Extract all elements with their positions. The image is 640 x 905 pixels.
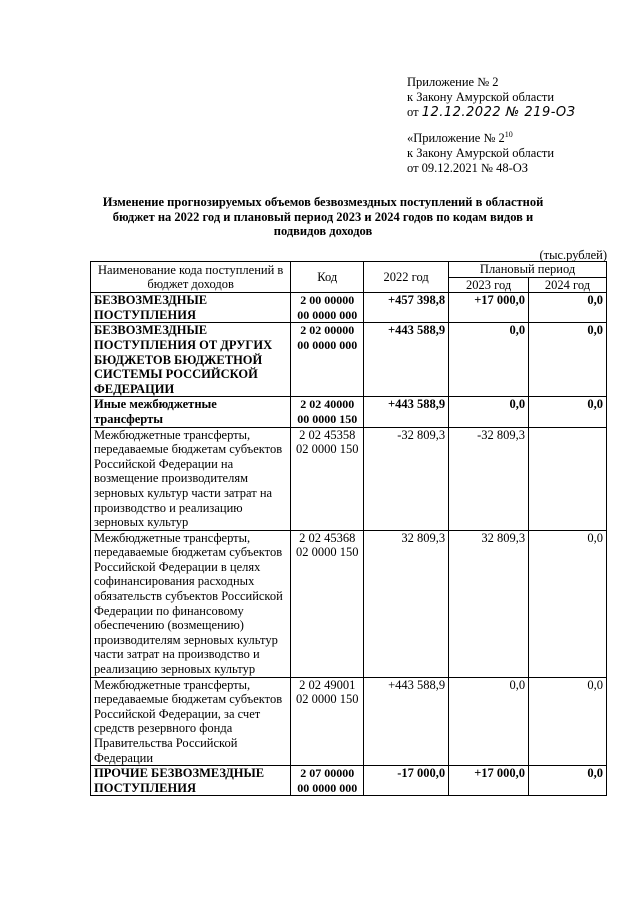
row-2022: +457 398,8 [364,293,449,323]
row-name: ПРОЧИЕ БЕЗВОЗМЕЗДНЫЕ ПОСТУПЛЕНИЯ [91,766,291,796]
row-2023: 0,0 [449,677,529,766]
row-2023: +17 000,0 [449,766,529,796]
row-2023: 32 809,3 [449,530,529,677]
row-2024 [529,427,607,530]
table-row [91,397,607,427]
row-2024: 0,0 [529,293,607,323]
row-name: Межбюджетные трансферты, передаваемые бюджетам субъектов Российской Федерации на возмещение производителям зерновых культур части затрат на производство и реализацию зерновых культур [91,427,291,530]
row-code: 2 02 45368 02 0000 150 [291,530,364,677]
row-code: 2 00 00000 00 0000 000 [291,293,364,323]
row-2022: +443 588,9 [364,397,449,427]
row-2023: 0,0 [449,323,529,397]
appendix-header [407,75,617,120]
row-2024: 0,0 [529,530,607,677]
row-2022: +443 588,9 [364,677,449,766]
row-2023: -32 809,3 [449,427,529,530]
units-label: (тыс.рублей) [539,248,607,262]
row-2022: -17 000,0 [364,766,449,796]
header-2023: 2023 год [449,277,529,293]
row-code: 2 02 49001 02 0000 150 [291,677,364,766]
appendix-old-header [407,131,617,176]
row-code: 2 02 00000 00 0000 000 [291,323,364,397]
table-row [91,766,607,796]
row-name: БЕЗВОЗМЕЗДНЫЕ ПОСТУПЛЕНИЯ ОТ ДРУГИХ БЮДЖЕТОВ БЮДЖЕТНОЙ СИСТЕМЫ РОССИЙСКОЙ ФЕДЕРАЦИИ [91,323,291,397]
row-2022: -32 809,3 [364,427,449,530]
appendix-number: Приложение № 2 [407,75,499,89]
appendix-old-number [407,131,617,146]
row-2023: +17 000,0 [449,293,529,323]
row-2024: 0,0 [529,323,607,397]
row-code: 2 02 45358 02 0000 150 [291,427,364,530]
document-title: Изменение прогнозируемых объемов безвозмездных поступлений в областной бюджет на 2022 год и плановый период 2023 и 2024 годов по кодам видов и подвидов доходов [102,195,544,238]
row-code: 2 02 40000 00 0000 150 [291,397,364,427]
appendix-old-number-sup: 10 [504,129,513,139]
revenue-table [90,261,607,796]
row-code: 2 07 00000 00 0000 000 [291,766,364,796]
appendix-date-line [407,105,617,120]
row-name: Межбюджетные трансферты, передаваемые бюджетам субъектов Российской Федерации в целях софинансирования расходных обязательств субъектов Российской Федерации по финансовому обеспечению (возмещению) производителям зерновых культур части затрат на производство и реализацию зерновых культур [91,530,291,677]
row-2022: +443 588,9 [364,323,449,397]
row-name: Межбюджетные трансферты, передаваемые бюджетам субъектов Российской Федерации, за счет средств резервного фонда Правительства Российской Федерации [91,677,291,766]
row-2024: 0,0 [529,397,607,427]
header-code: Код [291,262,364,293]
appendix-old-date: от 09.12.2021 № 48-ОЗ [407,161,529,175]
table-row [91,427,607,530]
row-name: Иные межбюджетные трансферты [91,397,291,427]
header-2024: 2024 год [529,277,607,293]
row-2024: 0,0 [529,677,607,766]
appendix-old-law: к Закону Амурской области [407,146,555,160]
table-row [91,530,607,677]
appendix-law: к Закону Амурской области [407,90,555,104]
appendix-old-number-text: «Приложение № 2 [407,131,505,145]
table-row [91,677,607,766]
table-row [91,323,607,397]
header-plan-period: Плановый период [449,262,607,278]
row-2022: 32 809,3 [364,530,449,677]
row-name: БЕЗВОЗМЕЗДНЫЕ ПОСТУПЛЕНИЯ [91,293,291,323]
row-2023: 0,0 [449,397,529,427]
row-2024: 0,0 [529,766,607,796]
table-row [91,293,607,323]
header-2022: 2022 год [364,262,449,293]
appendix-date-prefix: от [407,105,419,119]
header-name: Наименование кода поступлений в бюджет доходов [91,262,291,293]
appendix-handwritten-date: 12.12.2022 № 219-ОЗ [421,105,576,120]
